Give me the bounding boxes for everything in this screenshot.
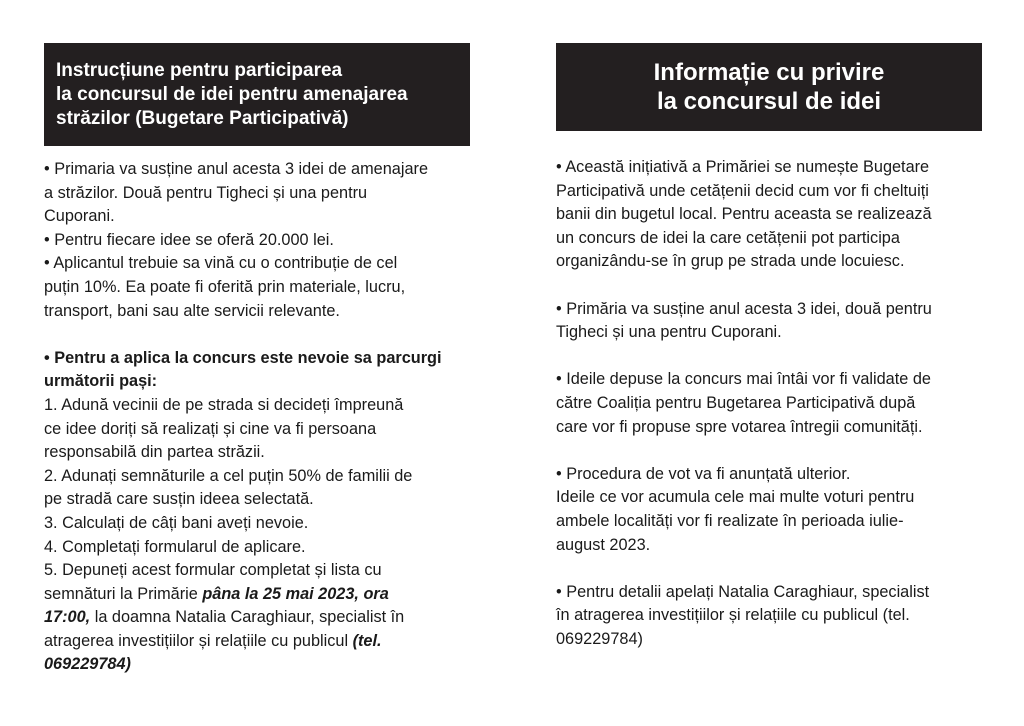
intro-line: • Pentru fiecare idee se oferă 20.000 lei.	[44, 230, 334, 249]
info-title-line: Informație cu privire	[653, 59, 885, 86]
step5-line	[44, 583, 470, 607]
intro-line: a străzilor. Două pentru Tigheci și una pentru	[44, 183, 368, 202]
instructions-body	[44, 158, 470, 677]
step5-line	[44, 606, 470, 630]
info-line: august 2023.	[556, 535, 651, 554]
info-line: un concurs de idei la care cetățenii pot participa	[556, 228, 900, 247]
step-line: pe stradă care susțin ideea selectată.	[44, 490, 314, 509]
deadline-text: pâna la 25 mai 2023, ora	[202, 584, 389, 603]
intro-line: • Aplicantul trebuie sa vină cu o contribuție de cel	[44, 254, 398, 273]
intro-line: Cuporani.	[44, 207, 115, 226]
step-line: ce idee doriți să realizați și cine va fi persoana	[44, 419, 377, 438]
info-line: ambele localități vor fi realizate în perioada iulie-	[556, 511, 904, 530]
intro-line: transport, bani sau alte servicii relevante.	[44, 301, 340, 320]
intro-line: puțin 10%. Ea poate fi oferită prin materiale, lucru,	[44, 277, 406, 296]
info-line: banii din bugetul local. Pentru aceasta se realizează	[556, 205, 932, 224]
instructions-title-banner	[44, 43, 470, 146]
steps-heading-line: • Pentru a aplica la concurs este nevoie sa parcurgi	[44, 348, 442, 367]
info-column	[556, 43, 982, 651]
instructions-title-line: la concursul de idei pentru amenajarea	[56, 84, 408, 105]
step5-line	[44, 630, 470, 654]
step5-text: atragerea investițiilor și relațiile cu publicul	[44, 631, 353, 650]
info-line: Participativă unde cetățenii decid cum vor fi cheltuiți	[556, 181, 929, 200]
info-line: • Procedura de vot va fi anunțată ulterior.	[556, 464, 851, 483]
step-line: 5. Depuneți acest formular completat și lista cu	[44, 561, 382, 580]
instructions-title-line: Instrucțiune pentru participarea	[56, 60, 343, 81]
info-title-line: la concursul de idei	[656, 88, 882, 115]
step-line: 1. Adună vecinii de pe strada si decideți împreună	[44, 395, 404, 414]
instructions-column	[44, 43, 470, 677]
steps-heading-line: următorii pași:	[44, 372, 158, 391]
step-line: responsabilă din partea străzii.	[44, 443, 265, 462]
info-line: • Primăria va susține anul acesta 3 idei, două pentru	[556, 299, 932, 318]
info-line: organizându-se în grup pe strada unde locuiesc.	[556, 252, 905, 271]
phone-text: (tel.	[352, 631, 382, 650]
step5-text: semnături la Primărie	[44, 584, 203, 603]
info-line: • Pentru detalii apelați Natalia Caraghiaur, specialist	[556, 582, 930, 601]
info-title-banner	[556, 43, 982, 131]
info-line: Tigheci și una pentru Cuporani.	[556, 323, 782, 342]
info-line: 069229784)	[556, 629, 643, 648]
step-line: 2. Adunați semnăturile a cel puțin 50% de familii de	[44, 466, 413, 485]
info-line: Ideile ce vor acumula cele mai multe voturi pentru	[556, 488, 915, 507]
step5-text: la doamna Natalia Caraghiaur, specialist în	[90, 608, 405, 627]
intro-line: • Primaria va susține anul acesta 3 idei de amenajare	[44, 160, 428, 178]
info-body	[556, 156, 982, 651]
info-line: • Ideile depuse la concurs mai întâi vor fi validate de	[556, 370, 931, 389]
instructions-title-line: străzilor (Bugetare Participativă)	[56, 108, 349, 129]
info-line: • Această inițiativă a Primăriei se numește Bugetare	[556, 158, 930, 176]
info-line: în atragerea investițiilor și relațiile cu publicul (tel.	[556, 606, 910, 625]
deadline-text: 17:00,	[44, 608, 91, 627]
info-line: către Coaliția pentru Bugetarea Participativă după	[556, 393, 916, 412]
phone-number: 069229784)	[44, 655, 131, 674]
step-line: 4. Completați formularul de aplicare.	[44, 537, 306, 556]
info-line: care vor fi propuse spre votarea întregii comunități.	[556, 417, 923, 436]
step-line: 3. Calculați de câți bani aveți nevoie.	[44, 513, 309, 532]
